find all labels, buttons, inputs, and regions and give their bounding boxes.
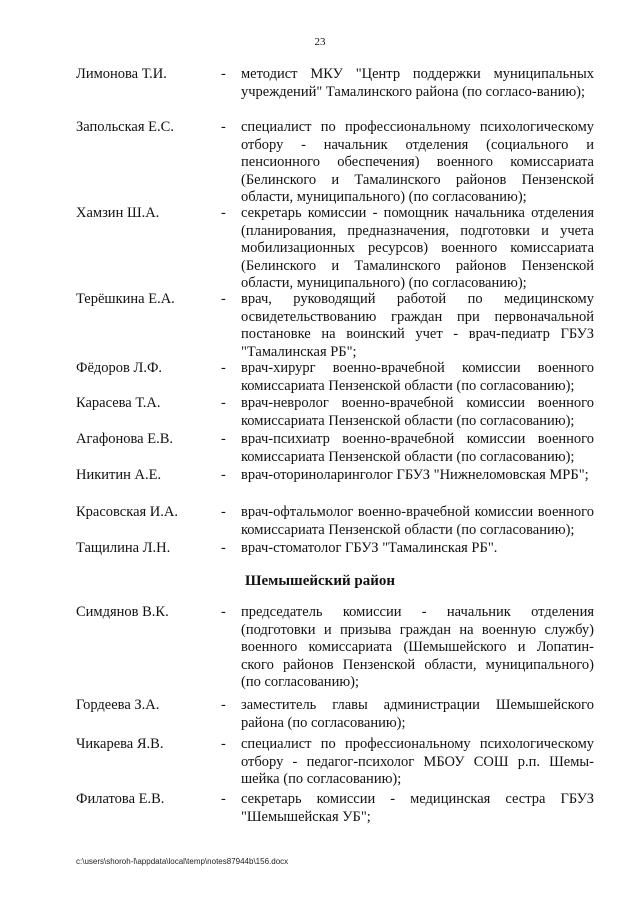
member-role: врач-психиатр военно-врачебной комиссии военного комиссариата Пензенской области (по согласованию); [241, 431, 594, 465]
member-name: Карасева Т.А. [76, 395, 161, 411]
member-role: врач-оториноларинголог ГБУЗ "Нижнеломовская МРБ"; [241, 467, 589, 483]
member-role: секретарь комиссии - помощник начальника отделения (планирования, предназначения, подготовки и учета мобилизационных ресурсов) военного комиссариата (Белинского и Тамалинского районов Пензенской области, муниципального) (по согласованию); [241, 205, 594, 291]
member-role: врач-хирург военно-врачебной комиссии военного комиссариата Пензенской области (по согласованию); [241, 360, 594, 394]
section-title: Шемышейский район [245, 573, 395, 589]
member-role: врач, руководящий работой по медицинскому освидетельствованию граждан при первоначальной постановке на воинский учет - врач-педиатр ГБУЗ "Тамалинская РБ"; [241, 291, 594, 360]
member-name: Агафонова Е.В. [76, 431, 174, 447]
member-name: Никитин А.Е. [76, 467, 162, 483]
member-name: Красовская И.А. [76, 504, 178, 520]
member-role: врач-стоматолог ГБУЗ "Тамалинская РБ". [241, 540, 498, 556]
member-name: Гордеева З.А. [76, 697, 160, 713]
member-name: Фёдоров Л.Ф. [76, 360, 163, 376]
member-name: Чикарева Я.В. [76, 736, 164, 752]
separator-dash: - [221, 604, 226, 620]
member-role: заместитель главы администрации Шемышейского района (по согласованию); [241, 697, 594, 731]
separator-dash: - [221, 431, 226, 447]
page-number: 23 [314, 36, 326, 48]
member-name: Запольская Е.С. [76, 119, 174, 135]
member-name: Филатова Е.В. [76, 791, 165, 807]
separator-dash: - [221, 736, 226, 752]
member-role: председатель комиссии - начальник отделения (подготовки и призыва граждан на военную службу) военного комиссариата (Шемышейского и Лопатин-ского районов Пензенской области, муниципального) (по согласованию); [241, 604, 594, 690]
member-name: Тащилина Л.Н. [76, 540, 171, 556]
member-name: Терёшкина Е.А. [76, 291, 175, 307]
member-role: методист МКУ "Центр поддержки муниципальных учреждений" Тамалинского района (по согласо-ванию); [241, 66, 594, 100]
separator-dash: - [221, 205, 226, 221]
file-path-footer: c:\users\shoroh-l\appdata\local\temp\notes87944b\156.docx [76, 857, 289, 866]
separator-dash: - [221, 697, 226, 713]
member-role: специалист по профессиональному психологическому отбору - педагог-психолог МБОУ СОШ р.п. Шемы-шейка (по согласованию); [241, 736, 594, 787]
separator-dash: - [221, 119, 226, 135]
separator-dash: - [221, 66, 226, 82]
member-role: врач-невролог военно-врачебной комиссии военного комиссариата Пензенской области (по согласованию); [241, 395, 594, 429]
separator-dash: - [221, 791, 226, 807]
member-name: Симдянов В.К. [76, 604, 169, 620]
separator-dash: - [221, 291, 226, 307]
separator-dash: - [221, 540, 226, 556]
member-role: секретарь комиссии - медицинская сестра ГБУЗ "Шемышейская УБ"; [241, 791, 594, 825]
separator-dash: - [221, 395, 226, 411]
member-name: Лимонова Т.И. [76, 66, 167, 82]
separator-dash: - [221, 360, 226, 376]
separator-dash: - [221, 467, 226, 483]
separator-dash: - [221, 504, 226, 520]
member-role: врач-офтальмолог военно-врачебной комиссии военного комиссариата Пензенской области (по согласованию); [241, 504, 594, 538]
member-name: Хамзин Ш.А. [76, 205, 160, 221]
member-role: специалист по профессиональному психологическому отбору - начальник отделения (социального и пенсионного обеспечения) военного комиссариата (Белинского и Тамалинского районов Пензенской области, муниципального) (по согласованию); [241, 119, 594, 205]
